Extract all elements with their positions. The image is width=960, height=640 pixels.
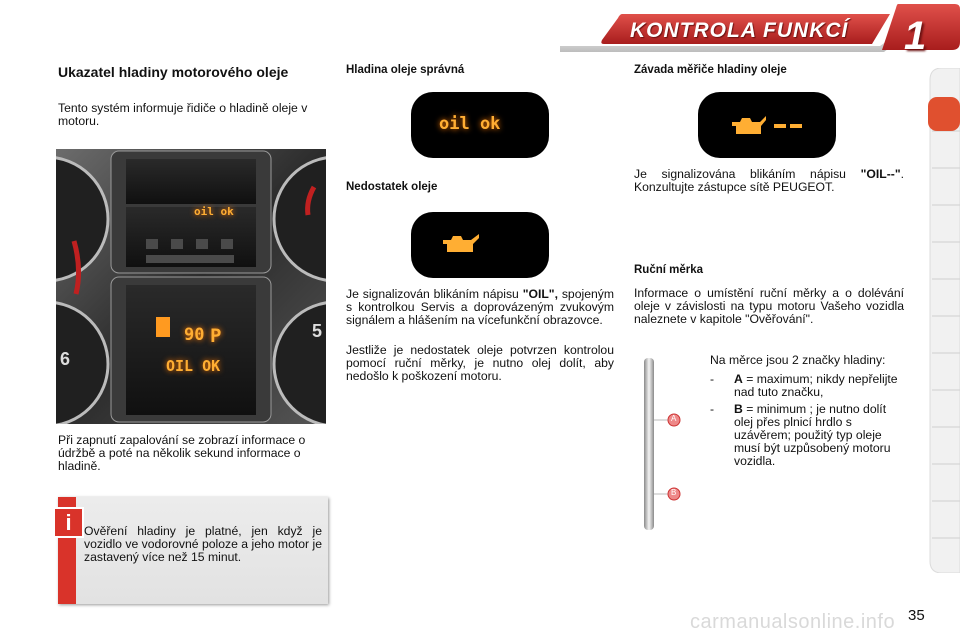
sensor-fault-display	[698, 92, 836, 158]
oil-ok-heading: Hladina oleje správná	[346, 64, 465, 76]
section-heading: Ukazatel hladiny motorového oleje	[58, 64, 289, 80]
instrument-cluster-image	[56, 149, 326, 424]
marks-list	[710, 373, 906, 468]
dipstick-heading: Ruční měrka	[634, 264, 704, 276]
left-gauge-numeral: 6	[60, 349, 71, 369]
sensor-fault-heading: Závada měřiče hladiny oleje	[634, 64, 787, 76]
right-gauge-numeral: 5	[312, 321, 323, 341]
info-box-text: Ověření hladiny je platné, jen když je vozidlo ve vodorovné poloze a jeho motor je zastavený více než 15 minut.	[84, 524, 322, 564]
page-number: 35	[908, 607, 925, 624]
dipstick-text: Informace o umístění ruční měrky a o dolévání oleje v závislosti na typu motoru Vašeho vozidla naleznete v kapitole "Ověřování".	[634, 286, 904, 326]
page-title: KONTROLA FUNKCÍ	[630, 19, 849, 42]
intro-text: Tento systém informuje řidiče o hladině oleje v motoru.	[58, 101, 308, 128]
dipstick-marks	[710, 354, 906, 472]
info-box	[58, 497, 328, 604]
oil-ok-display-text: oil ok	[439, 114, 501, 134]
low-oil-text-1: Je signalizován blikáním nápisu "OIL", spojeným s kontrolkou Servis a doprovázeným zvukovým signálem a hlášením na vícefunkční obrazovce.	[346, 287, 614, 327]
lower-lcd-gear: P	[210, 325, 222, 347]
oil-can-icon	[441, 232, 481, 256]
low-oil-display	[411, 212, 549, 278]
low-oil-heading: Nedostatek oleje	[346, 181, 438, 193]
chapter-number: 1	[904, 14, 927, 58]
lower-lcd-value: 90	[184, 325, 205, 345]
info-icon: i	[53, 507, 84, 538]
watermark: carmanualsonline.info	[690, 611, 896, 633]
dipstick-label-b: B	[671, 488, 677, 497]
dipstick-label-a: A	[671, 414, 677, 423]
low-oil-text-2: Jestliže je nedostatek oleje potvrzen kontrolou pomocí ruční měrky, je nutno olej dolít, aby nedošlo k poškození motoru.	[346, 343, 614, 383]
after-image-text: Při zapnutí zapalování se zobrazí informace o údržbě a poté na několik sekund informace o hladině.	[58, 433, 306, 473]
lower-lcd-text: OIL OK	[166, 357, 221, 375]
list-item: - A = maximum; nikdy nepřelijte nad tuto značku,	[710, 372, 898, 399]
oil-can-dash-icon	[730, 114, 810, 138]
dipstick-image	[628, 354, 698, 534]
list-item: - B = minimum ; je nutno dolít olej přes plnicí hrdlo s uzávěrem; použitý typ oleje musí být uzpůsobený motoru vozidla.	[710, 402, 891, 468]
upper-lcd-text: oil ok	[194, 205, 234, 218]
sensor-fault-text: Je signalizována blikáním nápisu "OIL--". Konzultujte zástupce sítě PEUGEOT.	[634, 167, 904, 194]
oil-ok-display	[411, 92, 549, 158]
chapter-tabs	[928, 68, 960, 573]
marks-intro: Na měrce jsou 2 značky hladiny:	[710, 353, 886, 367]
